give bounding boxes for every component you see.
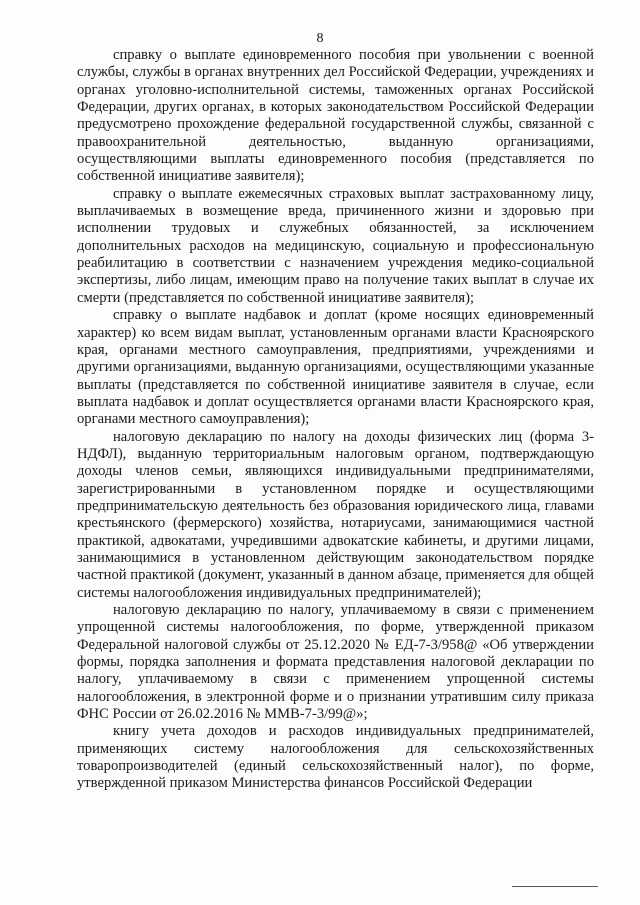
footer-rule: [512, 886, 598, 887]
paragraph-allowances-certificate: справку о выплате надбавок и доплат (кроме носящих единовременный характер) ко всем видам выплат, установленным органами власти Красноярского края, органами местного самоуправления, предприятиями, учреждениями и другими организациями, выданную организациями, осуществляющими указанные выплаты (представляется по собственной инициативе заявителя в случае, если выплата надбавок и доплат осуществляется органами власти Красноярского края, органами местного самоуправления);: [77, 307, 594, 428]
page-number: 8: [316, 31, 324, 46]
paragraph-income-expense-book: книгу учета доходов и расходов индивидуальных предпринимателей, применяющих систему налогообложения для сельскохозяйственных товаропроизводителей (единый сельскохозяйственный налог), по форме, утвержденной приказом Министерства финансов Российской Федерации: [77, 723, 594, 792]
paragraph-3ndfl-declaration: налоговую декларацию по налогу на доходы физических лиц (форма 3-НДФЛ), выданную территориальным налоговым органом, подтверждающую доходы членов семьи, являющихся индивидуальными предпринимателями, зарегистрированными в установленном порядке и осуществляющими предпринимательскую деятельность без образования юридического лица, главами крестьянского (фермерского) хозяйства, нотариусами, занимающимися частной практикой, адвокатами, учредившими адвокатские кабинеты, и другими лицами, занимающимися в установленном действующим законодательством порядке частной практикой (документ, указанный в данном абзаце, применяется для общей системы налогообложения индивидуальных предпринимателей);: [77, 428, 594, 601]
paragraph-lump-sum-allowance-certificate: справку о выплате единовременного пособия при увольнении с военной службы, службы в органах внутренних дел Российской Федерации, учреждениях и органах уголовно-исполнительной системы, таможенных органах Российской Федерации, других органах, в которых законодательством Российской Федерации предусмотрено прохождение федеральной государственной службы, связанной с правоохранительной деятельностью, выданную организациями, осуществляющими выплаты единовременного пособия (представляется по собственной инициативе заявителя);: [77, 47, 594, 185]
paragraph-simplified-tax-declaration: налоговую декларацию по налогу, уплачиваемому в связи с применением упрощенной системы налогообложения, по форме, утвержденной приказом Федеральной налоговой службы от 25.12.2020 № ЕД-7-3/958@ «Об утверждении формы, порядка заполнения и формата представления налоговой декларации по налогу, уплачиваемому в связи с применением упрощенной системы налогообложения, в электронной форме и о признании утратившим силу приказа ФНС России от 26.02.2016 № ММВ-7-3/99@»;: [77, 602, 594, 723]
paragraph-insurance-payments-certificate: справку о выплате ежемесячных страховых выплат застрахованному лицу, выплачиваемых в возмещение вреда, причиненного жизни и здоровью при исполнении трудовых и служебных обязанностей, за исключением дополнительных расходов на медицинскую, социальную и профессиональную реабилитацию в соответствии с назначением учреждения медико-социальной экспертизы, либо лицам, имеющим право на получение таких выплат в случае их смерти (представляется по собственной инициативе заявителя);: [77, 185, 594, 306]
document-body: [77, 47, 594, 793]
